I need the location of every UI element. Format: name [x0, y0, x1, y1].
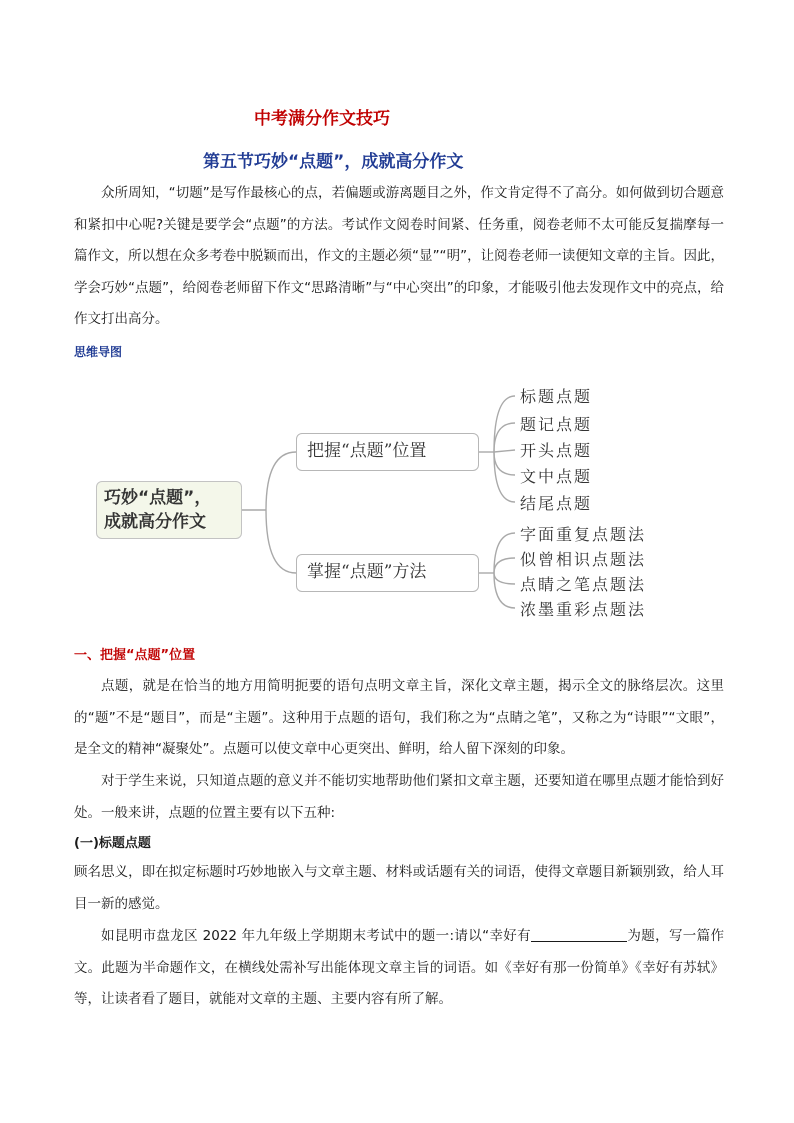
leaf-method-emphasis: 浓墨重彩点题法 — [520, 600, 647, 619]
subsection-heading-1: (一)标题点题 — [74, 836, 151, 851]
mind-map-root — [96, 481, 242, 539]
leaf-body-point: 文中点题 — [520, 467, 593, 486]
root-line-2: 成就高分作文 — [104, 512, 206, 532]
leaf-ending-point: 结尾点题 — [520, 494, 593, 513]
connector-leaf — [494, 558, 515, 573]
page-title: 中考满分作文技巧 — [254, 109, 390, 129]
mind-map — [90, 375, 710, 625]
leaf-opening-point: 开头点题 — [520, 441, 593, 460]
example-text-start: 如昆明市盘龙区 2022 年九年级上学期期末考试中的题一:请以“幸好有 — [101, 928, 532, 944]
connector-leaf — [494, 396, 515, 452]
leaf-method-finishing: 点睛之笔点题法 — [520, 575, 647, 594]
connector-branch-1 — [266, 452, 296, 510]
connector-branch-2 — [266, 510, 296, 573]
example-text-end: 为题，写一篇作文。此题为半命题作文，在横线处需补写出能体现文章主旨的词语。如《幸好有那一份简单》《幸好有苏轼》等，让读者看了题目，就能对文章的主题、主要内容有所了解。 — [74, 928, 725, 1007]
mindmap-label: 思维导图 — [74, 345, 123, 359]
connector-leaf — [494, 452, 515, 502]
connector-leaf — [494, 452, 515, 475]
connector-leaf — [494, 573, 515, 608]
fill-in-blank — [531, 927, 627, 942]
subsection1-paragraph-1: 顾名思义，即在拟定标题时巧妙地嵌入与文章主题、材料或话题有关的词语，使得文章题目新颖别致，给人耳目一新的感觉。 — [74, 864, 724, 912]
connector-leaf — [494, 573, 515, 584]
section1-paragraph-1: 点题，就是在恰当的地方用简明扼要的语句点明文章主旨，深化文章主题，揭示全文的脉络层次。这里的“题”不是“题目”，而是“主题”。这种用于点题的语句，我们称之为“点睛之笔”，又称之为“诗眼”“文眼”，是全文的精神“凝聚处”。点题可以使文章中心更突出、鲜明，给人留下深刻的印象。 — [74, 678, 724, 757]
connector-leaf — [494, 450, 515, 452]
leaf-method-repeat: 字面重复点题法 — [520, 525, 647, 544]
section-heading-1: 一、把握“点题”位置 — [74, 648, 196, 663]
branch-method: 掌握“点题”方法 — [296, 554, 479, 592]
root-line-1: 巧妙“点题”， — [104, 488, 212, 508]
connector-leaf — [494, 533, 515, 573]
leaf-title-point: 标题点题 — [520, 387, 593, 406]
leaf-method-familiar: 似曾相识点题法 — [520, 550, 647, 569]
intro-paragraph: 众所周知，“切题”是写作最核心的点，若偏题或游离题目之外，作文肯定得不了高分。如何做到切合题意和紧扣中心呢?关键是要学会“点题”的方法。考试作文阅卷时间紧、任务重，阅卷老师不太可能反复揣摩每一篇作文，所以想在众多考卷中脱颖而出，作文的主题必须“显”“明”，让阅卷老师一读便知文章的主旨。因此，学会巧妙“点题”，给阅卷老师留下作文“思路清晰”与“中心突出”的印象，才能吸引他去发现作文中的亮点，给作文打出高分。 — [74, 185, 724, 327]
subsection1-paragraph-2 — [74, 921, 724, 1016]
section1-paragraph-2: 对于学生来说，只知道点题的意义并不能切实地帮助他们紧扣文章主题，还要知道在哪里点题才能恰到好处。一般来讲，点题的位置主要有以下五种: — [74, 773, 724, 821]
section-title: 第五节巧妙“点题”，成就高分作文 — [203, 152, 464, 172]
leaf-epigraph-point: 题记点题 — [520, 415, 593, 434]
branch-position: 把握“点题”位置 — [296, 433, 479, 471]
connector-leaf — [494, 423, 515, 452]
